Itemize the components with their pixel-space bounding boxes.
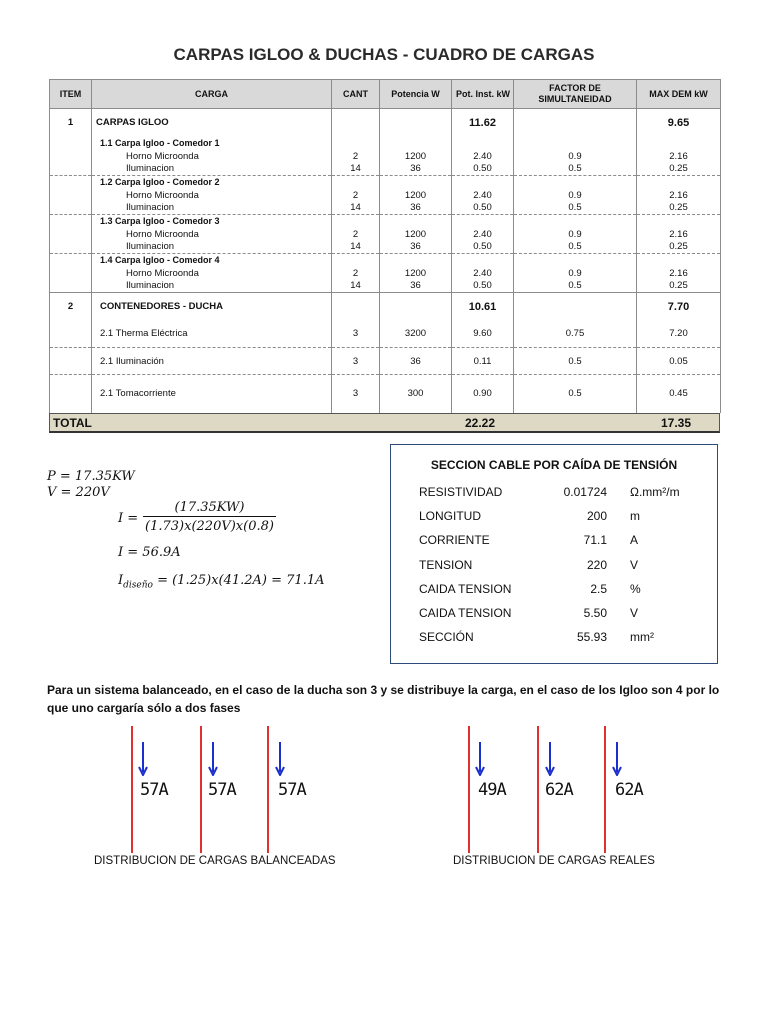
cable-param-label: SECCIÓN [419, 630, 474, 644]
table-row [50, 254, 721, 267]
phase-line [468, 726, 470, 853]
table-cell: 1.1 Carpa Igloo - Comedor 1 [92, 137, 332, 150]
table-cell: Iluminacion [92, 280, 332, 293]
table-cell: 1200 [380, 150, 452, 163]
table-cell: Iluminacion [92, 241, 332, 254]
table-cell: 0.50 [452, 280, 514, 293]
cable-section-title: SECCION CABLE POR CAÍDA DE TENSIÓN [430, 458, 678, 472]
cable-param-value: 2.5 [590, 582, 607, 596]
cable-param-unit: Ω.mm²/m [630, 485, 680, 499]
phase-line [200, 726, 202, 853]
table-row [50, 189, 721, 202]
table-cell: 7.20 [637, 321, 721, 348]
table-cell [380, 137, 452, 150]
table-cell [514, 137, 637, 150]
load-table [49, 79, 721, 413]
table-cell [50, 150, 92, 163]
table-cell: 1.4 Carpa Igloo - Comedor 4 [92, 254, 332, 267]
table-cell: 0.9 [514, 228, 637, 241]
table-row [50, 228, 721, 241]
table-cell [380, 293, 452, 321]
table-row [50, 241, 721, 254]
table-cell [380, 109, 452, 137]
table-cell: 2.40 [452, 228, 514, 241]
table-cell [332, 176, 380, 189]
cable-param-value: 55.93 [576, 630, 607, 644]
total-max-dem: 17.35 [661, 416, 692, 430]
table-cell: 2.40 [452, 150, 514, 163]
table-cell: 2 [332, 189, 380, 202]
phase-line [267, 726, 269, 853]
table-cell: 14 [332, 241, 380, 254]
table-cell: 3200 [380, 321, 452, 348]
cable-param-unit: V [630, 558, 639, 572]
table-cell [50, 189, 92, 202]
table-cell: CONTENEDORES - DUCHA [92, 293, 332, 321]
table-cell [452, 254, 514, 267]
table-cell: 2 [332, 150, 380, 163]
table-cell: 2.1 Therma Eléctrica [92, 321, 332, 348]
down-arrow-icon [545, 742, 555, 776]
table-cell: 2 [332, 228, 380, 241]
table-cell [50, 176, 92, 189]
header-max-dem: MAX DEM kW [637, 80, 721, 109]
table-header-row [50, 80, 721, 109]
cable-row [391, 485, 717, 505]
table-cell [50, 321, 92, 348]
table-cell [332, 215, 380, 228]
cable-param-value: 200 [586, 509, 607, 523]
table-cell: 3 [332, 321, 380, 348]
table-cell: Horno Microonda [92, 189, 332, 202]
table-cell [452, 215, 514, 228]
table-cell: 0.9 [514, 267, 637, 280]
power-formula: P = 17.35KW [47, 469, 135, 484]
table-cell: 2.40 [452, 189, 514, 202]
table-cell: Horno Microonda [92, 267, 332, 280]
table-cell [514, 176, 637, 189]
table-cell: 2 [332, 267, 380, 280]
table-cell: 9.65 [637, 109, 721, 137]
table-cell [50, 280, 92, 293]
cable-row [391, 582, 717, 602]
table-cell [637, 176, 721, 189]
table-cell: Iluminacion [92, 202, 332, 215]
table-cell: 1.3 Carpa Igloo - Comedor 3 [92, 215, 332, 228]
table-cell [50, 202, 92, 215]
phase-line [537, 726, 539, 853]
balanced-caption: DISTRIBUCION DE CARGAS BALANCEADAS [94, 855, 336, 867]
cable-param-label: RESISTIVIDAD [419, 485, 503, 499]
table-cell [380, 215, 452, 228]
header-pot-inst: Pot. Inst. kW [452, 80, 514, 109]
table-cell: 9.60 [452, 321, 514, 348]
cable-row [391, 509, 717, 529]
table-cell: 14 [332, 202, 380, 215]
table-cell: 0.5 [514, 163, 637, 176]
table-cell: 1.2 Carpa Igloo - Comedor 2 [92, 176, 332, 189]
phase-current-label: 57A [278, 780, 306, 800]
table-cell: 1 [50, 109, 92, 137]
cable-param-label: LONGITUD [419, 509, 482, 523]
table-cell [637, 215, 721, 228]
table-cell: 0.45 [637, 375, 721, 413]
table-cell: 3 [332, 375, 380, 413]
table-row [50, 202, 721, 215]
table-cell [637, 137, 721, 150]
table-cell [452, 176, 514, 189]
table-cell [50, 254, 92, 267]
table-cell: 0.25 [637, 202, 721, 215]
table-cell: 0.5 [514, 202, 637, 215]
table-cell: 2.16 [637, 267, 721, 280]
table-cell: 0.5 [514, 280, 637, 293]
down-arrow-icon [138, 742, 148, 776]
cable-param-value: 5.50 [583, 606, 607, 620]
table-cell: 0.75 [514, 321, 637, 348]
down-arrow-icon [612, 742, 622, 776]
phase-line [131, 726, 133, 853]
total-pot-inst: 22.22 [465, 416, 496, 430]
header-carga: CARGA [92, 80, 332, 109]
table-cell: 2.1 Tomacorriente [92, 375, 332, 413]
cable-param-unit: % [630, 582, 641, 596]
cable-param-label: TENSION [419, 558, 473, 572]
cable-row [391, 533, 717, 553]
table-cell [514, 109, 637, 137]
table-cell [50, 215, 92, 228]
table-row [50, 109, 721, 137]
design-current-formula: $I_{diseño} = (1.25)x(41.2A) = 71.1A$ [118, 573, 325, 591]
table-row [50, 321, 721, 348]
table-cell: 300 [380, 375, 452, 413]
table-cell: 0.9 [514, 189, 637, 202]
table-row [50, 267, 721, 280]
table-cell: 0.90 [452, 375, 514, 413]
table-cell [50, 228, 92, 241]
table-cell: 2.16 [637, 228, 721, 241]
table-cell: 1200 [380, 267, 452, 280]
header-item: ITEM [50, 80, 92, 109]
table-cell [514, 254, 637, 267]
table-cell [332, 109, 380, 137]
table-cell [380, 176, 452, 189]
table-cell: 2.16 [637, 150, 721, 163]
header-cant: CANT [332, 80, 380, 109]
table-cell: 2.1 Iluminación [92, 348, 332, 375]
table-cell: 0.5 [514, 241, 637, 254]
table-cell [514, 215, 637, 228]
table-cell: Horno Microonda [92, 150, 332, 163]
phase-current-label: 62A [615, 780, 643, 800]
current-result: I = 56.9A [118, 545, 181, 560]
table-cell [332, 137, 380, 150]
table-cell: 0.5 [514, 348, 637, 375]
table-cell: 36 [380, 163, 452, 176]
table-cell: 0.50 [452, 241, 514, 254]
table-cell [637, 254, 721, 267]
table-row [50, 215, 721, 228]
table-cell [332, 254, 380, 267]
cable-param-value: 71.1 [583, 533, 607, 547]
table-cell: 3 [332, 348, 380, 375]
table-cell: 10.61 [452, 293, 514, 321]
cable-param-unit: A [630, 533, 639, 547]
current-formula-denominator: (1.73)x(220V)x(0.8) [145, 519, 274, 534]
table-cell [50, 163, 92, 176]
table-row [50, 280, 721, 293]
table-row [50, 348, 721, 375]
table-cell: 0.5 [514, 375, 637, 413]
cable-param-unit: V [630, 606, 639, 620]
down-arrow-icon [275, 742, 285, 776]
table-cell: 36 [380, 280, 452, 293]
table-cell: 0.25 [637, 163, 721, 176]
cable-param-label: CORRIENTE [419, 533, 490, 547]
table-cell: 2.16 [637, 189, 721, 202]
phase-current-label: 62A [545, 780, 573, 800]
table-cell [452, 137, 514, 150]
page-title: CARPAS IGLOO & DUCHAS - CUADRO DE CARGAS [173, 45, 595, 64]
table-cell: 0.50 [452, 163, 514, 176]
cable-row [391, 606, 717, 626]
down-arrow-icon [208, 742, 218, 776]
table-row [50, 176, 721, 189]
table-cell: CARPAS IGLOO [92, 109, 332, 137]
cable-row [391, 630, 717, 650]
table-cell: 2.40 [452, 267, 514, 280]
table-row [50, 137, 721, 150]
voltage-formula: V = 220V [47, 485, 110, 500]
cable-param-unit: mm² [630, 630, 654, 644]
table-cell: 0.11 [452, 348, 514, 375]
table-cell: 1200 [380, 228, 452, 241]
cable-param-label: CAIDA TENSION [419, 606, 512, 620]
table-cell [380, 254, 452, 267]
header-potencia: Potencia W [380, 80, 452, 109]
table-cell: 1200 [380, 189, 452, 202]
header-factor: FACTOR DE SIMULTANEIDAD [514, 80, 637, 109]
total-row [49, 413, 720, 433]
cable-param-unit: m [630, 509, 640, 523]
table-cell: 14 [332, 163, 380, 176]
table-cell: 0.25 [637, 280, 721, 293]
table-cell [514, 293, 637, 321]
table-cell [50, 241, 92, 254]
cable-section-box [390, 444, 718, 664]
table-cell [50, 137, 92, 150]
table-cell: 0.05 [637, 348, 721, 375]
table-cell: 0.9 [514, 150, 637, 163]
table-row [50, 150, 721, 163]
cable-param-label: CAIDA TENSION [419, 582, 512, 596]
table-cell: 11.62 [452, 109, 514, 137]
table-cell: 7.70 [637, 293, 721, 321]
total-label: TOTAL [53, 416, 92, 430]
table-cell: 0.50 [452, 202, 514, 215]
cable-param-value: 220 [586, 558, 607, 572]
table-cell: 36 [380, 348, 452, 375]
table-cell: 14 [332, 280, 380, 293]
current-formula-lhs: I = [118, 511, 139, 526]
table-cell: Iluminacion [92, 163, 332, 176]
table-cell [332, 293, 380, 321]
phase-current-label: 57A [208, 780, 236, 800]
phase-current-label: 57A [140, 780, 168, 800]
explanatory-note: Para un sistema balanceado, en el caso de la ducha son 3 y se distribuye la carga, en el caso de los Igloo son 4 por lo que uno cargaría sólo a dos fases [47, 683, 720, 715]
table-cell [50, 348, 92, 375]
table-row [50, 375, 721, 413]
current-formula-numerator: (17.35KW) [143, 500, 276, 517]
table-row [50, 163, 721, 176]
cable-param-value: 0.01724 [563, 485, 607, 499]
real-caption: DISTRIBUCION DE CARGAS REALES [453, 855, 655, 867]
table-cell: Horno Microonda [92, 228, 332, 241]
phase-current-label: 49A [478, 780, 506, 800]
table-cell: 2 [50, 293, 92, 321]
table-row [50, 293, 721, 321]
cable-row [391, 558, 717, 578]
table-cell: 0.25 [637, 241, 721, 254]
table-cell: 36 [380, 202, 452, 215]
down-arrow-icon [475, 742, 485, 776]
table-cell: 36 [380, 241, 452, 254]
table-cell [50, 375, 92, 413]
table-cell [50, 267, 92, 280]
phase-line [604, 726, 606, 853]
